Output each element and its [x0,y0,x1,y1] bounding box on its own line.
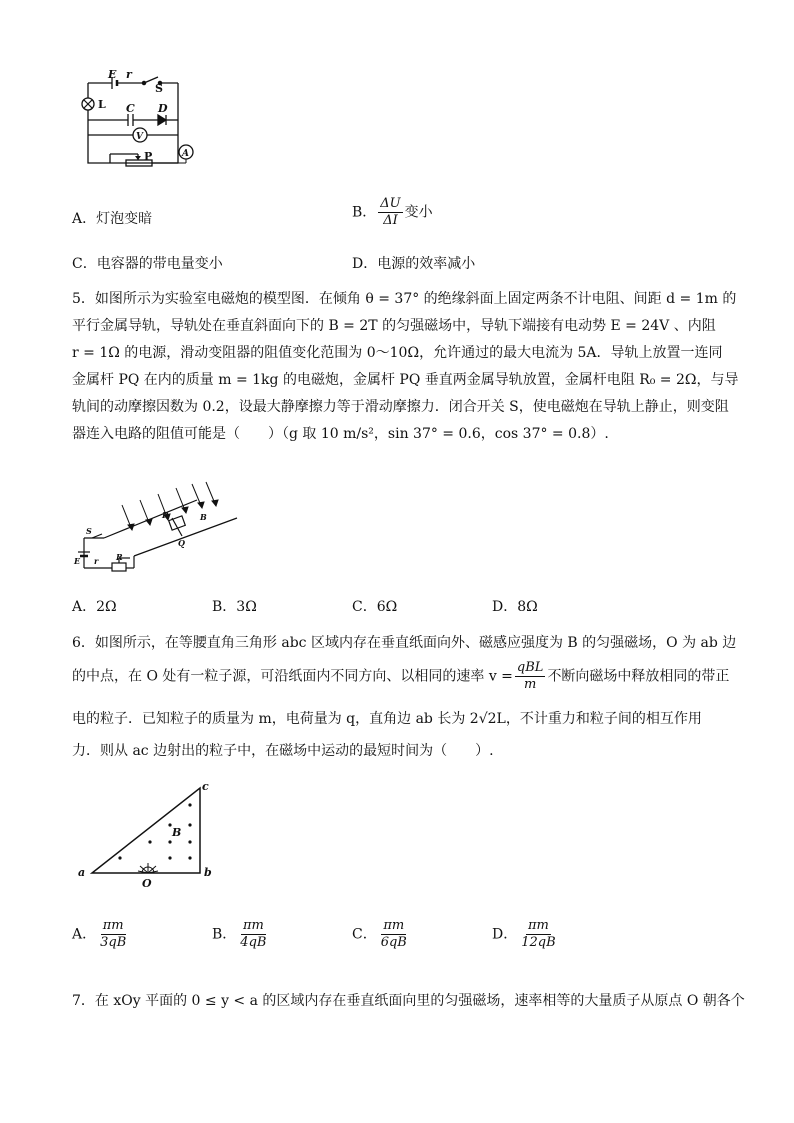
railgun-label-S: S [86,526,92,536]
q5-line-1: 5．如图所示为实验室电磁炮的模型图．在倾角 θ = 37° 的绝缘斜面上固定两条不计电阻、间距 d = 1m 的 [72,291,737,307]
q5-option-b[interactable]: B．3Ω [212,599,257,615]
q5-line-3: r = 1Ω 的电源，滑动变阻器的阻值变化范围为 0～10Ω，允许通过的最大电流为 5A．导轨上放置一连同 [72,345,723,361]
circuit-label-r: r [126,68,132,81]
q6-line-2 [72,660,729,693]
q4-option-b-suffix: 变小 [404,204,433,221]
q6-velocity-fraction [515,660,546,693]
q6-option-a-letter: A． [72,926,97,943]
q6-option-a[interactable] [72,918,130,951]
railgun-label-P: P [162,510,169,520]
q5-option-a[interactable]: A．2Ω [72,599,117,615]
q6-option-c-denominator: 6qB [380,935,407,950]
triangle-vertex-c: c [202,780,209,793]
q6-option-d[interactable] [492,918,560,951]
q6-option-a-fraction [98,918,128,951]
q4-circuit-diagram [70,68,210,178]
circuit-label-C: C [126,102,135,115]
q5-railgun-diagram [72,480,242,575]
q6-line-1: 6．如图所示，在等腰直角三角形 abc 区域内存在垂直纸面向外、磁感应强度为 B 的匀强磁场，O 为 ab 边 [72,635,737,651]
circuit-label-L: L [98,98,106,111]
railgun-label-R: R [116,552,123,562]
q5-line-6: 器连入电路的阻值可能是（ ）（g 取 10 m/s²，sin 37° = 0.6，cos 37° = 0.8）. [72,426,609,442]
q6-option-a-numerator: πm [102,918,124,933]
q6-line-4: 力．则从 ac 边射出的粒子中，在磁场中运动的最短时间为（ ）. [72,743,494,759]
q4-option-b-numerator: ΔU [380,196,401,211]
q6-line-2-suffix: 不断向磁场中释放相同的带正 [547,668,730,685]
voltmeter-label: V [136,132,143,142]
q4-option-a[interactable]: A．灯泡变暗 [72,211,153,227]
q4-option-c[interactable]: C．电容器的带电量变小 [72,256,223,272]
q4-option-b-letter: B． [352,204,377,221]
circuit-label-E: E [108,68,117,81]
q6-option-b-denominator: 4qB [240,935,267,950]
railgun-label-B: B [200,512,207,522]
q5-line-4: 金属杆 PQ 在内的质量 m = 1kg 的电磁炮，金属杆 PQ 垂直两金属导轨放置，金属杆电阻 R₀ = 2Ω，与导 [72,372,739,388]
circuit-label-P: P [144,150,153,163]
q6-option-b-numerator: πm [242,918,264,933]
source-label-O: O [142,877,152,890]
ammeter-label: A [182,149,189,159]
q6-option-b[interactable] [212,918,270,951]
railgun-label-Q: Q [178,538,185,548]
triangle-vertex-b: b [204,866,212,879]
q6-triangle-diagram [72,780,222,890]
q6-option-c-letter: C． [352,926,377,943]
railgun-label-E: E [74,556,81,566]
q6-option-c[interactable] [352,918,411,951]
q4-option-d[interactable]: D．电源的效率减小 [352,256,476,272]
q6-option-d-fraction [519,918,557,951]
q6-option-b-fraction [238,918,268,951]
q6-option-c-numerator: πm [383,918,405,933]
q4-option-b-denominator: ΔI [383,213,398,228]
q6-line-3: 电的粒子．已知粒子的质量为 m，电荷量为 q，直角边 ab 长为 2√2L，不计重力和粒子间的相互作用 [72,711,702,727]
q5-option-d[interactable]: D．8Ω [492,599,538,615]
q6-option-d-denominator: 12qB [521,935,556,950]
q4-option-b-fraction [378,196,402,229]
q6-option-d-numerator: πm [528,918,549,933]
railgun-label-r: r [94,556,99,566]
q6-velocity-numerator: qBL [516,660,544,675]
q4-option-b[interactable] [352,196,433,229]
q6-option-d-letter: D． [492,926,518,943]
q7-line-1: 7．在 xOy 平面的 0 ≤ y < a 的区域内存在垂直纸面向里的匀强磁场，速率相等的大量质子从原点 O 朝各个 [72,993,745,1009]
q6-line-2-prefix: 的中点，在 O 处有一粒子源，可沿纸面内不同方向、以相同的速率 v = [72,668,513,685]
q5-line-2: 平行金属导轨，导轨处在垂直斜面向下的 B = 2T 的匀强磁场中，导轨下端接有电动势 E = 24V 、内阻 [72,318,716,334]
q6-option-c-fraction [379,918,409,951]
q5-line-5: 轨间的动摩擦因数为 0.2，设最大静摩擦力等于滑动摩擦力．闭合开关 S，使电磁炮在导轨上静止，则变阻 [72,399,729,415]
q6-velocity-denominator: m [524,677,537,692]
field-label-B: B [172,826,182,839]
q6-option-a-denominator: 3qB [100,935,127,950]
q6-option-b-letter: B． [212,926,237,943]
circuit-label-S: S [155,82,163,95]
triangle-vertex-a: a [78,866,86,879]
q5-option-c[interactable]: C．6Ω [352,599,398,615]
circuit-label-D: D [158,102,168,115]
